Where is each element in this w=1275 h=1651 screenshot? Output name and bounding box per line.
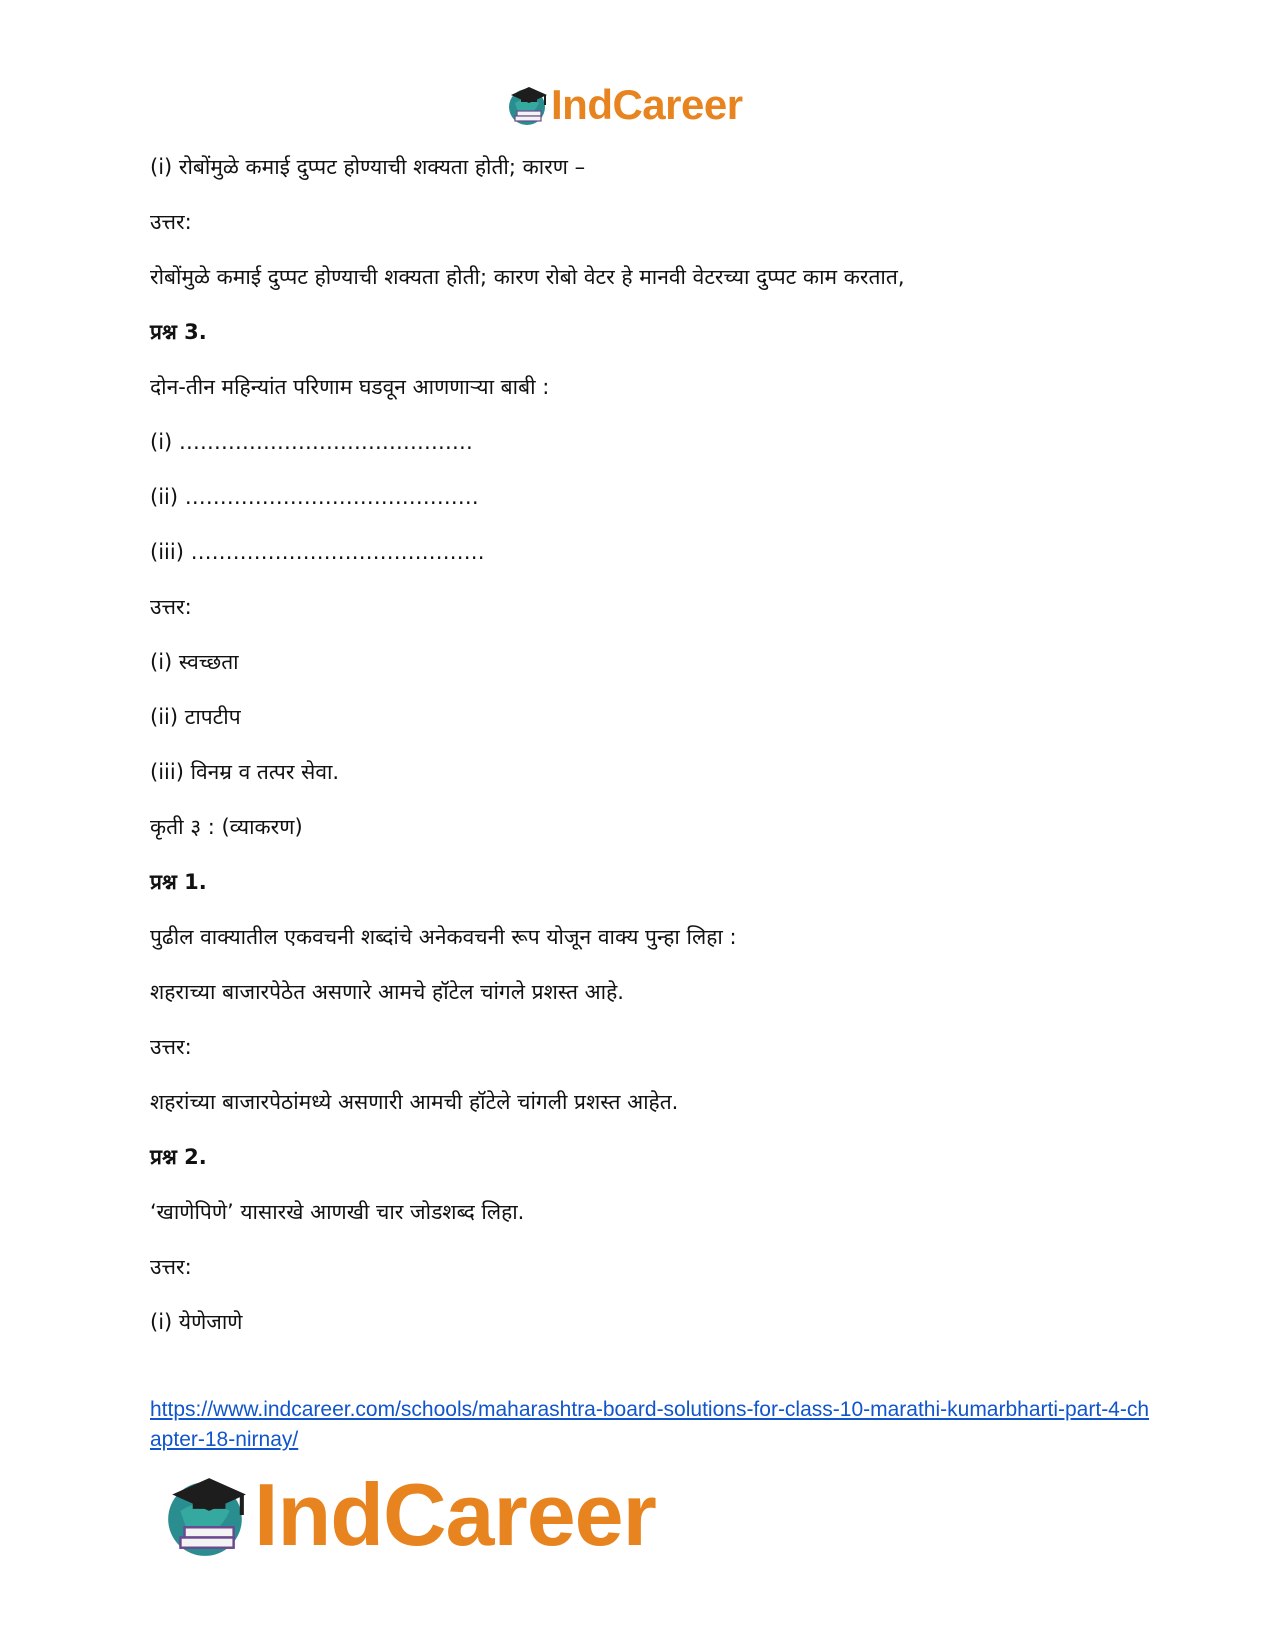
text-line: कृती ३ : (व्याकरण) [150,815,303,839]
globe-graduation-cap-icon [505,83,549,127]
text-line: रोबोंमुळे कमाई दुप्पट होण्याची शक्यता होती; कारण रोबो वेटर हे मानवी वेटरच्या दुप्पट काम करतात, [150,265,905,289]
text-line: उत्तर: [150,210,192,234]
text-line: (iii) …………………………………… [150,540,485,564]
source-link[interactable]: https://www.indcareer.com/schools/maharashtra-board-solutions-for-class-10-marathi-kumarbharti-part-4-chapter-18-nirnay/ [150,1398,1150,1451]
document-body [150,140,1150,1350]
globe-graduation-cap-icon [160,1470,250,1560]
text-line: (i) …………………………………… [150,430,473,454]
indcareer-logo-bottom [160,1465,656,1565]
text-line: प्रश्न 1. [150,870,207,894]
text-line: ‘खाणेपिणे’ यासारखे आणखी चार जोडशब्द लिहा. [150,1200,525,1224]
text-line: (i) रोबोंमुळे कमाई दुप्पट होण्याची शक्यता होती; कारण – [150,155,586,179]
text-line: (iii) विनम्र व तत्पर सेवा. [150,760,340,784]
text-line: (i) स्वच्छता [150,650,239,674]
text-line: प्रश्न 3. [150,320,207,344]
text-line: (ii) …………………………………… [150,485,479,509]
brand-name: IndCareer [254,1465,656,1564]
indcareer-logo-top [505,80,743,130]
text-line: (ii) टापटीप [150,705,241,729]
text-line: दोन-तीन महिन्यांत परिणाम घडवून आणणाऱ्या बाबी : [150,375,550,399]
text-line: शहराच्या बाजारपेठेत असणारे आमचे हॉटेल चांगले प्रशस्त आहे. [150,980,624,1004]
text-line: उत्तर: [150,1255,192,1279]
text-line: शहरांच्या बाजारपेठांमध्ये असणारी आमची हॉटेले चांगली प्रशस्त आहेत. [150,1090,679,1114]
text-line: (i) येणेजाणे [150,1310,243,1334]
text-line: पुढील वाक्यातील एकवचनी शब्दांचे अनेकवचनी रूप योजून वाक्य पुन्हा लिहा : [150,925,737,949]
brand-name: IndCareer [551,81,743,128]
text-line: उत्तर: [150,595,192,619]
text-line: प्रश्न 2. [150,1145,207,1169]
text-line: उत्तर: [150,1035,192,1059]
